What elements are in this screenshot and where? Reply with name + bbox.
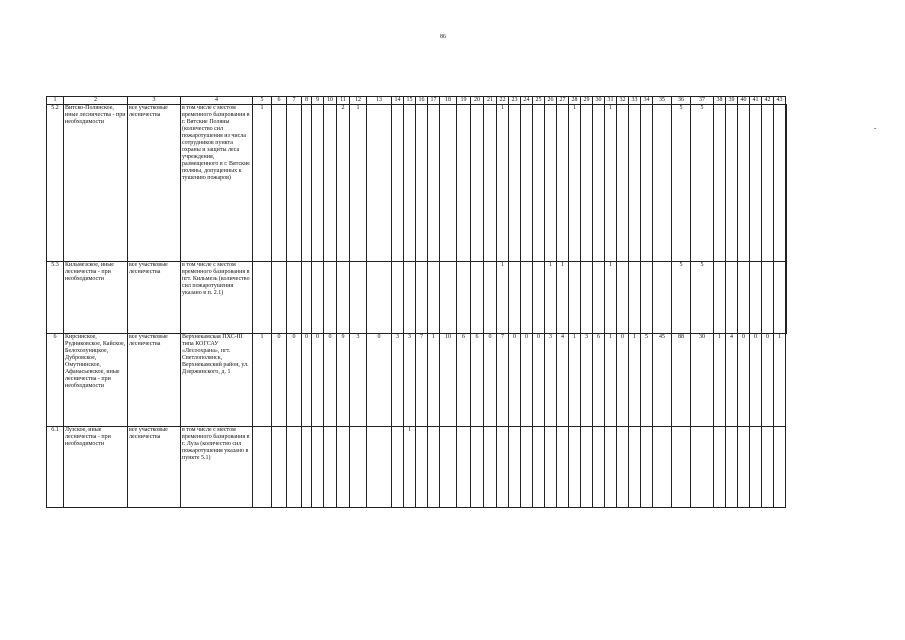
value-col-27: 4	[557, 334, 569, 427]
value-col-6	[272, 427, 287, 508]
value-col-25	[533, 427, 545, 508]
header-col-16: 16	[416, 97, 428, 105]
header-col-21: 21	[484, 97, 497, 105]
value-col-22: 7	[497, 334, 509, 427]
value-col-35	[653, 427, 672, 508]
value-col-40	[738, 262, 750, 334]
value-col-12: 3	[350, 334, 367, 427]
value-col-23: 0	[509, 334, 521, 427]
value-col-16	[416, 105, 428, 262]
header-col-39: 39	[726, 97, 738, 105]
value-col-5: 1	[253, 334, 272, 427]
value-col-11: 9	[337, 334, 350, 427]
value-col-21: 0	[484, 334, 497, 427]
value-col-33: 1	[629, 334, 641, 427]
value-col-13: 0	[367, 334, 392, 427]
value-col-15	[404, 105, 416, 262]
value-col-22: 1	[497, 105, 509, 262]
value-col-29	[581, 105, 593, 262]
value-col-41	[750, 427, 762, 508]
forestry-name: Витско-Полянское, иные лесничества - при необходимости	[64, 105, 128, 262]
header-col-43: 43	[774, 97, 786, 105]
value-col-22	[497, 427, 509, 508]
header-col-27: 27	[557, 97, 569, 105]
value-col-6: 0	[272, 334, 287, 427]
value-col-43	[774, 262, 786, 334]
header-col-26: 26	[545, 97, 557, 105]
base-location: в том числе с местом временного базирования в г. Вятские Поляны (количество сил пожаротушения из числа сотрудников пункта охраны и защиты леса учреждения, размещенного в г. Вятские поляны, допущенных к тушению пожаров)	[181, 105, 253, 262]
value-col-26	[545, 105, 557, 262]
header-col-1: 1	[47, 97, 64, 105]
value-col-17	[428, 262, 440, 334]
forestry-name: Кирсинское, Рудниковское, Кайское, Белохолуницкое, Дубровское, Омутнинское, Афанасьевское, иные лесничества - при необходимости	[64, 334, 128, 427]
value-col-13	[367, 262, 392, 334]
value-col-18	[440, 262, 457, 334]
value-col-42	[762, 262, 774, 334]
value-col-17	[428, 427, 440, 508]
value-col-42	[762, 427, 774, 508]
value-col-6	[272, 262, 287, 334]
value-col-18: 10	[440, 334, 457, 427]
value-col-31	[605, 427, 617, 508]
table-row	[47, 427, 787, 508]
value-col-39: 4	[726, 334, 738, 427]
header-col-4: 4	[181, 97, 253, 105]
value-col-21	[484, 105, 497, 262]
value-col-30	[593, 262, 605, 334]
header-col-35: 35	[653, 97, 672, 105]
row-number: 5.2	[47, 105, 64, 262]
header-col-34: 34	[641, 97, 653, 105]
value-col-26	[545, 427, 557, 508]
value-col-16	[416, 427, 428, 508]
value-col-21	[484, 262, 497, 334]
header-col-7: 7	[287, 97, 302, 105]
header-col-5: 5	[253, 97, 272, 105]
value-col-28: 1	[569, 105, 581, 262]
value-col-38: 1	[714, 334, 726, 427]
value-col-39	[726, 262, 738, 334]
value-col-11: 2	[337, 105, 350, 262]
value-col-30: 6	[593, 334, 605, 427]
value-col-13	[367, 427, 392, 508]
header-col-6: 6	[272, 97, 287, 105]
value-col-15	[404, 262, 416, 334]
header-col-8: 8	[302, 97, 312, 105]
value-col-38	[714, 262, 726, 334]
value-col-5	[253, 427, 272, 508]
header-col-3: 3	[128, 97, 181, 105]
value-col-31: 1	[605, 334, 617, 427]
value-col-11	[337, 427, 350, 508]
value-col-9	[312, 262, 324, 334]
value-col-29: 3	[581, 334, 593, 427]
value-col-20	[471, 105, 484, 262]
header-col-9: 9	[312, 97, 324, 105]
value-col-28	[569, 262, 581, 334]
value-col-32	[617, 105, 629, 262]
header-col-17: 17	[428, 97, 440, 105]
value-col-24	[521, 427, 533, 508]
header-col-18: 18	[440, 97, 457, 105]
value-col-34	[641, 262, 653, 334]
value-col-27	[557, 105, 569, 262]
value-col-10	[324, 427, 337, 508]
fire-resources-table	[46, 96, 787, 508]
value-col-41	[750, 262, 762, 334]
value-col-43	[774, 105, 786, 262]
value-col-42: 0	[762, 334, 774, 427]
value-col-37: 5	[691, 105, 714, 262]
value-col-10	[324, 105, 337, 262]
value-col-10: 0	[324, 334, 337, 427]
value-col-21	[484, 427, 497, 508]
value-col-27	[557, 427, 569, 508]
value-col-36: 5	[672, 105, 691, 262]
value-col-18	[440, 105, 457, 262]
header-col-28: 28	[569, 97, 581, 105]
row-number: 5.3	[47, 262, 64, 334]
header-col-37: 37	[691, 97, 714, 105]
header-col-11: 11	[337, 97, 350, 105]
value-col-36: 88	[672, 334, 691, 427]
value-col-5	[253, 262, 272, 334]
value-col-33	[629, 427, 641, 508]
table-row	[47, 105, 787, 262]
header-col-19: 19	[457, 97, 471, 105]
value-col-38	[714, 105, 726, 262]
value-col-24	[521, 262, 533, 334]
value-col-17	[428, 105, 440, 262]
header-col-40: 40	[738, 97, 750, 105]
value-col-6	[272, 105, 287, 262]
value-col-37: 30	[691, 334, 714, 427]
value-col-36	[672, 427, 691, 508]
value-col-8	[302, 262, 312, 334]
value-col-14	[392, 427, 404, 508]
value-col-33	[629, 262, 641, 334]
value-col-25	[533, 105, 545, 262]
header-col-33: 33	[629, 97, 641, 105]
value-col-30	[593, 427, 605, 508]
header-col-30: 30	[593, 97, 605, 105]
value-col-22: 1	[497, 262, 509, 334]
header-col-22: 22	[497, 97, 509, 105]
value-col-34: 5	[641, 334, 653, 427]
value-col-25: 0	[533, 334, 545, 427]
value-col-39	[726, 427, 738, 508]
value-col-30	[593, 105, 605, 262]
district-forestry: все участковые лесничества	[128, 262, 181, 334]
forestry-name: Лузское, иные лесничества - при необходимости	[64, 427, 128, 508]
header-col-42: 42	[762, 97, 774, 105]
value-col-8	[302, 105, 312, 262]
value-col-20	[471, 427, 484, 508]
value-col-43	[774, 427, 786, 508]
value-col-25	[533, 262, 545, 334]
value-col-17: 1	[428, 334, 440, 427]
value-col-9: 0	[312, 334, 324, 427]
value-col-43: 1	[774, 334, 786, 427]
header-col-24: 24	[521, 97, 533, 105]
value-col-7	[287, 427, 302, 508]
value-col-40: 0	[738, 334, 750, 427]
value-col-36: 5	[672, 262, 691, 334]
value-col-31: 1	[605, 105, 617, 262]
value-col-8	[302, 427, 312, 508]
value-col-26: 1	[545, 262, 557, 334]
value-col-40	[738, 105, 750, 262]
value-col-34	[641, 105, 653, 262]
header-col-41: 41	[750, 97, 762, 105]
value-col-19: 6	[457, 334, 471, 427]
value-col-41: 0	[750, 334, 762, 427]
value-col-14	[392, 262, 404, 334]
value-col-16	[416, 262, 428, 334]
value-col-18	[440, 427, 457, 508]
header-col-15: 15	[404, 97, 416, 105]
value-col-12: 1	[350, 105, 367, 262]
value-col-27: 1	[557, 262, 569, 334]
header-col-29: 29	[581, 97, 593, 105]
base-location: в том числе с местом временного базирования в г. Луза (количество сил пожаротушения указано в пункте 5.1)	[181, 427, 253, 508]
value-col-33	[629, 105, 641, 262]
value-col-29	[581, 427, 593, 508]
value-col-13	[367, 105, 392, 262]
header-col-10: 10	[324, 97, 337, 105]
value-col-14	[392, 105, 404, 262]
value-col-24: 0	[521, 334, 533, 427]
header-col-14: 14	[392, 97, 404, 105]
value-col-14: 3	[392, 334, 404, 427]
value-col-44	[786, 105, 787, 262]
table-row	[47, 334, 787, 427]
value-col-20: 6	[471, 334, 484, 427]
header-col-2: 2	[64, 97, 128, 105]
header-col-12: 12	[350, 97, 367, 105]
header-col-25: 25	[533, 97, 545, 105]
value-col-28	[569, 427, 581, 508]
district-forestry: все участковые лесничества	[128, 105, 181, 262]
header-col-36: 36	[672, 97, 691, 105]
base-location: в том числе с местом временного базирования в пгт. Кильмезь (количество сил пожаротушения указано в п. 2.1)	[181, 262, 253, 334]
value-col-40	[738, 427, 750, 508]
value-col-12	[350, 262, 367, 334]
value-col-23	[509, 262, 521, 334]
value-col-19	[457, 105, 471, 262]
value-col-32	[617, 262, 629, 334]
value-col-12	[350, 427, 367, 508]
value-col-44	[786, 262, 787, 334]
value-col-37	[691, 427, 714, 508]
value-col-31: 1	[605, 262, 617, 334]
value-col-9	[312, 427, 324, 508]
value-col-9	[312, 105, 324, 262]
value-col-5: 1	[253, 105, 272, 262]
side-mark: -	[874, 124, 877, 132]
base-location: Верхнекамская ПХС-III типа КОГСАУ «Лесоохрана», пгт. Светлополянск, Верхнекамский район, ул. Дзержинского, д. 1	[181, 334, 253, 427]
header-col-13: 13	[367, 97, 392, 105]
row-number: 6.1	[47, 427, 64, 508]
value-col-39	[726, 105, 738, 262]
value-col-35	[653, 105, 672, 262]
page-number: 86	[440, 34, 446, 40]
value-col-23	[509, 105, 521, 262]
value-col-28: 1	[569, 334, 581, 427]
value-col-15: 3	[404, 334, 416, 427]
value-col-11	[337, 262, 350, 334]
row-number: 6	[47, 334, 64, 427]
value-col-32: 0	[617, 334, 629, 427]
forestry-name: Кильмезское, иные лесничества - при необходимости	[64, 262, 128, 334]
district-forestry: все участковые лесничества	[128, 427, 181, 508]
value-col-35: 45	[653, 334, 672, 427]
value-col-26: 3	[545, 334, 557, 427]
value-col-34	[641, 427, 653, 508]
value-col-10	[324, 262, 337, 334]
value-col-19	[457, 427, 471, 508]
header-col-32: 32	[617, 97, 629, 105]
column-number-header	[47, 97, 787, 105]
value-col-38	[714, 427, 726, 508]
value-col-24	[521, 105, 533, 262]
header-col-20: 20	[471, 97, 484, 105]
header-col-31: 31	[605, 97, 617, 105]
value-col-29	[581, 262, 593, 334]
value-col-16: 7	[416, 334, 428, 427]
value-col-19	[457, 262, 471, 334]
value-col-35	[653, 262, 672, 334]
value-col-20	[471, 262, 484, 334]
value-col-32	[617, 427, 629, 508]
value-col-7	[287, 262, 302, 334]
header-col-23: 23	[509, 97, 521, 105]
district-forestry: все участковые лесничества	[128, 334, 181, 427]
value-col-23	[509, 427, 521, 508]
value-col-42	[762, 105, 774, 262]
header-col-38: 38	[714, 97, 726, 105]
value-col-37: 5	[691, 262, 714, 334]
table-row	[47, 262, 787, 334]
value-col-7	[287, 105, 302, 262]
value-col-15: 1	[404, 427, 416, 508]
value-col-8: 0	[302, 334, 312, 427]
value-col-41	[750, 105, 762, 262]
value-col-7: 0	[287, 334, 302, 427]
